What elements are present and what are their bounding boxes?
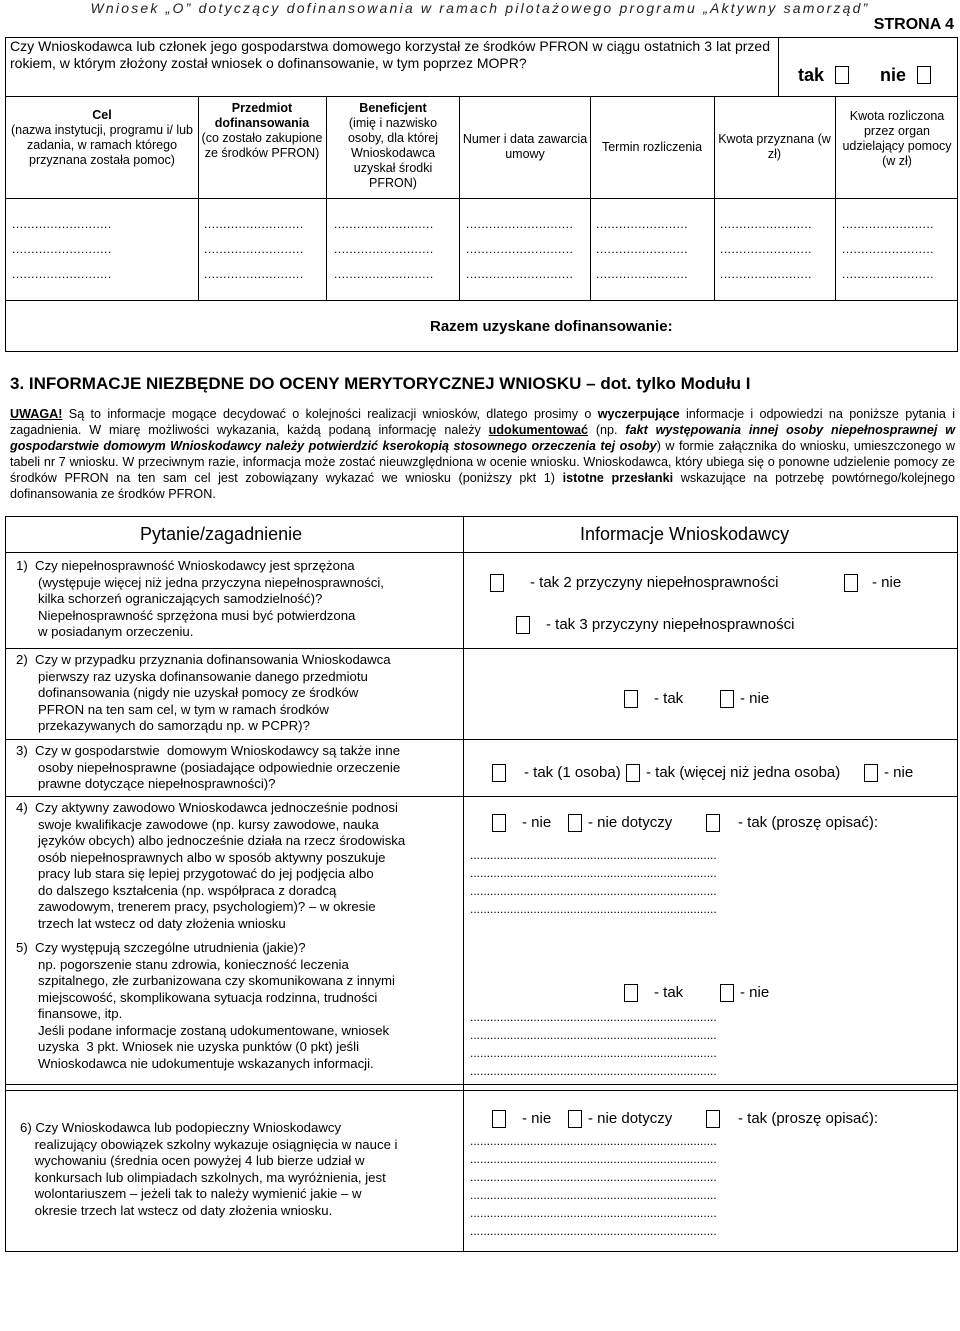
checkbox[interactable] <box>706 814 720 832</box>
q3-option-no[interactable]: - nie <box>864 764 913 782</box>
table-vline <box>590 96 591 301</box>
checkbox[interactable] <box>706 1110 720 1128</box>
column-header-numer: Numer i data zawarcia umowy <box>462 132 588 161</box>
q3-option-more[interactable]: - tak (więcej niż jedna osoba) <box>626 764 840 782</box>
table-vline <box>835 96 836 301</box>
checkbox[interactable] <box>864 764 878 782</box>
checkbox[interactable] <box>492 814 506 832</box>
no-label: nie <box>880 64 907 85</box>
table-vline <box>463 516 464 1252</box>
section-title: 3. INFORMACJE NIEZBĘDNE DO OCENY MERYTORYCZNEJ WNIOSKU – dot. tylko Modułu I <box>10 374 751 393</box>
fill-in-dots[interactable]: ............................ ............................ ............................ <box>466 217 574 281</box>
fill-in-dots[interactable]: ........................ ........................ ........................ <box>842 217 935 281</box>
yes-checkbox[interactable] <box>835 66 849 84</box>
table-hline <box>5 1084 958 1085</box>
checkbox[interactable] <box>568 814 582 832</box>
total-label: Razem uzyskane dofinansowanie: <box>430 318 673 335</box>
fill-in-dots[interactable]: ........................ ........................ ........................ <box>720 217 813 281</box>
q1-option-2-causes[interactable]: - tak 2 przyczyny niepełnosprawności <box>490 574 778 592</box>
table-vline <box>778 37 779 97</box>
no-checkbox[interactable] <box>917 66 931 84</box>
table-vline <box>714 96 715 301</box>
yes-label: tak <box>798 64 825 85</box>
q4-description-lines[interactable]: .......................................................................... .......................................................................... .......................................................................... .......................................................................... <box>470 848 717 916</box>
fill-in-dots[interactable]: .......................... .......................... .......................... <box>12 217 112 281</box>
table-hline <box>5 796 958 797</box>
checkbox[interactable] <box>624 984 638 1002</box>
question-4: 4) Czy aktywny zawodowo Wnioskodawca jednocześnie podnosi swoje kwalifikacje zawodowe (np. kursy zawodowe, nauka języków obcych) albo jednocześnie działa na rzecz środowiska osób niepełnosprawnych albo w sposób aktywny poszukuje pracy lub stara się lepiej przygotować do jej podjęcia albo do dalszego kształcenia (np. współpraca z doradcą zawodowym, trenerem pracy, psychologiem)? – w okresie trzech lat wstecz od daty złożenia wniosku <box>16 800 406 931</box>
question-5: 5) Czy występują szczególne utrudnienia (jakie)? np. pogorszenie stanu zdrowia, konieczność leczenia szpitalnego, złe zurbanizowana czy skomunikowana z innymi miejscowość, skomplikowana sytuacja rodzinna, trudności finansowe, itp. Jeśli podane informacje zostaną udokumentowane, wniosek uzyska 3 pkt. Wniosek nie uzyska punktów (0 pkt) jeśli Wnioskodawca nie udokumentuje wskazanych informacji. <box>16 940 395 1071</box>
page-number: STRONA 4 <box>873 16 954 33</box>
question-6: 6) Czy Wnioskodawca lub podopieczny Wnioskodawcy realizujący obowiązek szkolny wykazuje osiągnięcia w nauce i wychowaniu (średnia ocen powyżej 4 lub bierze udział w konkursach lub olimpiadach szkolnych, ma wyróżnienia, jest wolontariuszem – jeżeli tak to należy wymienić jakie – w okresie trzech lat wstecz od daty złożenia wniosku. <box>20 1120 398 1218</box>
q1-option-no[interactable]: - nie <box>844 574 901 592</box>
checkbox[interactable] <box>844 574 858 592</box>
column-header-cel: Cel (nazwa instytucji, programu i/ lub zadania, w ramach którego przyznana została pomoc) <box>10 108 194 167</box>
q2-option-no[interactable]: - nie <box>720 690 769 708</box>
table-hline <box>5 739 958 740</box>
checkbox[interactable] <box>568 1110 582 1128</box>
question-2: 2) Czy w przypadku przyznania dofinansowania Wnioskodawca pierwszy raz uzyska dofinansowanie danego przedmiotu dofinansowania (nigdy nie uzyskał pomocy ze środków PFRON na ten sam cel, w tym w ramach środków przekazywanych do samorządu np. w PCPR)? <box>16 652 391 733</box>
column-header-przedmiot: Przedmiot dofinansowania (co zostało zakupione ze środków PFRON) <box>201 101 323 160</box>
section-intro: UWAGA! Są to informacje mogące decydować o kolejności realizacji wniosków, dlatego prosimy o wyczerpujące informacje i odpowiedzi na poniższe pytania i zagadnienia. W miarę możliwości wykazania, każdą podaną informację należy udokumentować (np. fakt występowania innej osoby niepełnosprawnej w gospodarstwie domowym Wnioskodawcy należy potwierdzić kserokopią stosownego orzeczenia tej osoby) w formie załącznika do wniosku, umieszczonego w tabeli nr 7 wniosku. W przeciwnym razie, informacja może zostać nieuwzględniona w ocenie wniosku. Wnioskodawca, który ubiega się o ponowne udzielenie pomocy ze środków PFRON na ten sam cel jest zobowiązany wykazać we wniosku (poniższy pkt 1) istotne przesłanki wskazujące na potrzebę powtórnego/kolejnego dofinansowania ze środków PFRON. <box>10 407 956 501</box>
q6-option-no[interactable]: - nie <box>492 1110 551 1128</box>
q6-option-yes[interactable]: - tak (proszę opisać): <box>706 1110 878 1128</box>
fill-in-dots[interactable]: ........................ ........................ ........................ <box>596 217 689 281</box>
column-header-termin: Termin rozliczenia <box>601 140 703 154</box>
question-3: 3) Czy w gospodarstwie domowym Wnioskodawcy są także inne osoby niepełnosprawne (posiadające odpowiednie orzeczenie prawne dotyczące niepełnosprawności)? <box>16 743 401 791</box>
table-vline <box>459 96 460 301</box>
q4-option-no[interactable]: - nie <box>492 814 551 832</box>
table-hline <box>5 300 958 301</box>
checkbox[interactable] <box>624 690 638 708</box>
checkbox[interactable] <box>490 574 504 592</box>
fill-in-dots[interactable]: .......................... .......................... .......................... <box>204 217 304 281</box>
table-vline <box>326 96 327 301</box>
question-1: 1) Czy niepełnosprawność Wnioskodawcy jest sprzężona (występuje więcej niż jedna przyczyna niepełnosprawności, kilka schorzeń ograniczających samodzielność)? Niepełnosprawność sprzężona musi być potwierdzona w posiadanym orzeczeniu. <box>16 558 384 639</box>
q3-option-one[interactable]: - tak (1 osoba) <box>492 764 621 782</box>
table-hline <box>5 96 958 97</box>
table-hline <box>5 648 958 649</box>
q6-description-lines[interactable]: .......................................................................... .......................................................................... .......................................................................... .......................................................................... .......................................................................... .......................................................................... <box>470 1134 717 1238</box>
q6-option-na[interactable]: - nie dotyczy <box>568 1110 672 1128</box>
fill-in-dots[interactable]: .......................... .......................... .......................... <box>334 217 434 281</box>
table-vline <box>198 96 199 301</box>
column-header-answer: Informacje Wnioskodawcy <box>580 524 790 544</box>
column-header-beneficjent: Beneficjent (imię i nazwisko osoby, dla której Wnioskodawca uzyskał środki PFRON) <box>347 101 439 190</box>
column-header-kwota-przyznana: Kwota przyznana (w zł) <box>718 132 831 161</box>
checkbox[interactable] <box>516 616 530 634</box>
q4-option-na[interactable]: - nie dotyczy <box>568 814 672 832</box>
checkbox[interactable] <box>626 764 640 782</box>
q1-option-3-causes[interactable]: - tak 3 przyczyny niepełnosprawności <box>516 616 794 634</box>
q4-option-yes[interactable]: - tak (proszę opisać): <box>706 814 878 832</box>
checkbox[interactable] <box>492 764 506 782</box>
table-hline <box>5 1090 958 1091</box>
prior-help-question: Czy Wnioskodawca lub członek jego gospodarstwa domowego korzystał ze środków PFRON w ciągu ostatnich 3 lat przed rokiem, w którym złożony został wniosek o dofinansowanie, w tym poprzez MOPR? <box>10 38 770 71</box>
q5-option-yes[interactable]: - tak <box>624 984 683 1002</box>
prior-help-answer <box>798 64 931 86</box>
table-hline <box>5 552 958 553</box>
table-hline <box>5 198 958 199</box>
column-header-kwota-rozliczona: Kwota rozliczona przez organ udzielający pomocy (w zł) <box>842 109 952 168</box>
page-header-title: Wniosek „O” dotyczący dofinansowania w ramach pilotażowego programu „Aktywny samorząd” <box>90 0 870 16</box>
checkbox[interactable] <box>492 1110 506 1128</box>
q5-option-no[interactable]: - nie <box>720 984 769 1002</box>
checkbox[interactable] <box>720 690 734 708</box>
column-header-question: Pytanie/zagadnienie <box>140 524 303 544</box>
q2-option-yes[interactable]: - tak <box>624 690 683 708</box>
checkbox[interactable] <box>720 984 734 1002</box>
q5-description-lines[interactable]: .......................................................................... .......................................................................... .......................................................................... .......................................................................... <box>470 1010 717 1078</box>
